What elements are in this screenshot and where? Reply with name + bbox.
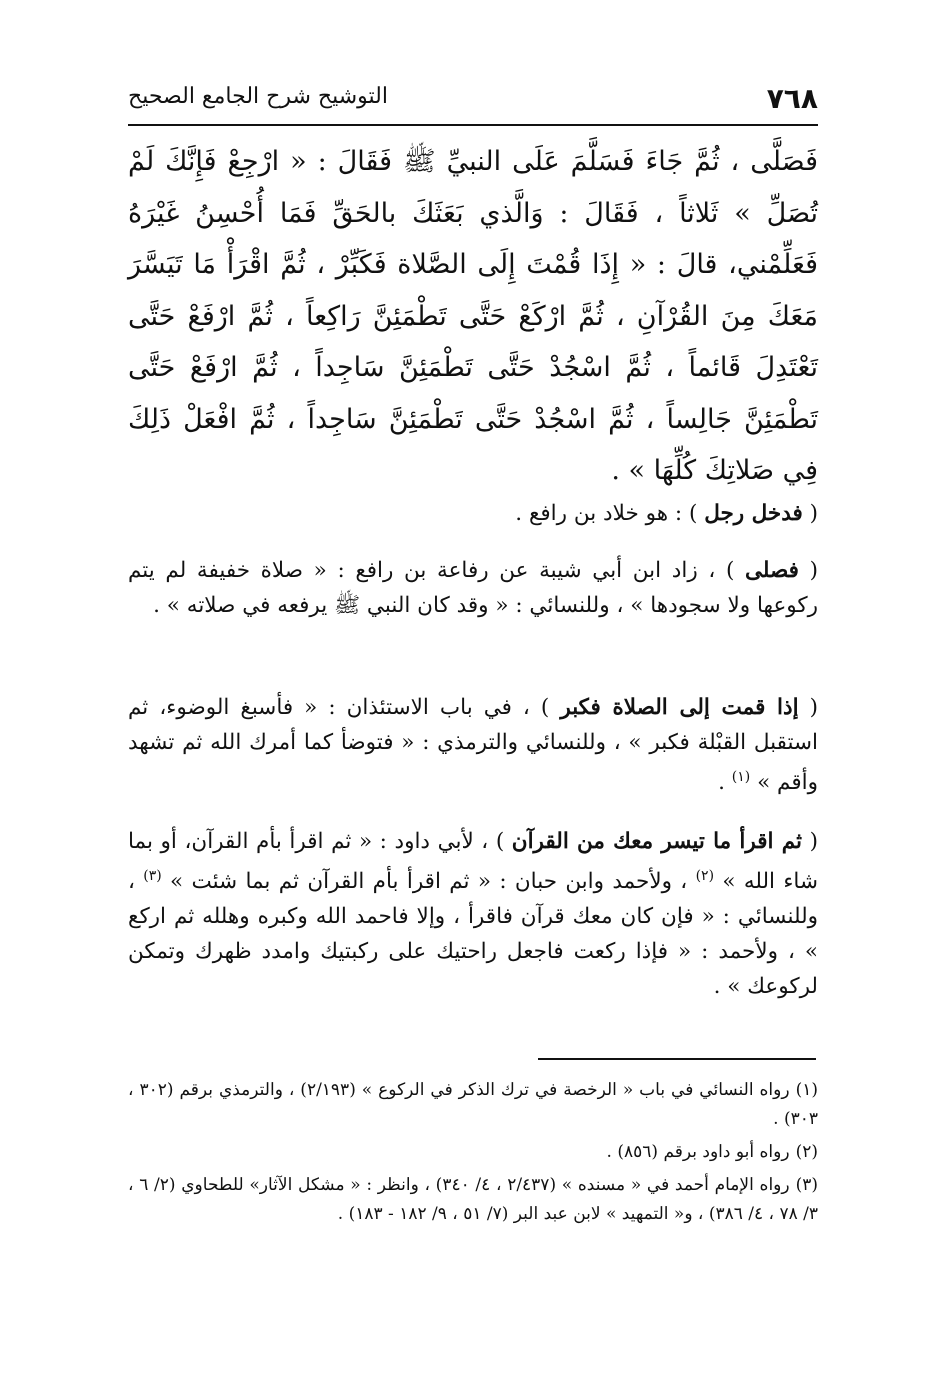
- footnote-number: (٣): [795, 1175, 819, 1195]
- footnote-text: رواه الإمام أحمد في « مسنده » (٢/٤٣٧ ، ٤/ ٣٤٠) ، وانظر : « مشكل الآثار» للطحاوي (٢/ ٦ ، ٣/ ٧٨ ، ٤/ ٣٨٦) ، و« التمهيد » لابن عبد البر (٧/ ٥١ ، ٩/ ١٨٢ - ١٨٣) .: [128, 1175, 818, 1224]
- lemma: فدخل رجل: [704, 501, 803, 526]
- commentary-4: ( ثم اقرأ ما تيسر معك من القرآن ) ، لأبي داود : « ثم اقرأ بأم القرآن، أو بما شاء الله » $^{(٢)}$ ، ولأحمد وابن حبان : « ثم اقرأ بأم القرآن ثم بما شئت » $^{(٣)}$ ، وللنسائي : « فإن كان معك قرآن فاقرأ ، وإلا فاحمد الله وكبره وهلله ثم اركع » ، ولأحمد : « فإذا ركعت فاجعل راحتيك على ركبتيك وامدد ظهرك وتمكن لركوعك » .: [128, 829, 818, 1000]
- page-number: ٧٦٨: [766, 82, 818, 115]
- footnote-number: (٢): [795, 1142, 818, 1162]
- commentary-text: : هو خلاد بن رافع .: [515, 501, 689, 526]
- commentary-3: ( إذا قمت إلى الصلاة فكبر ) ، في باب الاستئذان : « فأسبغ الوضوء، ثم استقبل القبْلة فكبر » ، وللنسائي والترمذي : « فتوضأ كما أمرك الله ثم تشهد وأقم » $^{(١)}$ .: [128, 695, 818, 796]
- commentary-text: ، ولأحمد وابن حبان : « ثم اقرأ بأم القرآن ثم بما شئت »: [161, 869, 696, 895]
- commentary-1: ( فدخل رجل ) : هو خلاد بن رافع .: [515, 501, 818, 526]
- page-header: [128, 80, 818, 126]
- footnote-text: رواه النسائي في باب « الرخصة في ترك الذكر في الركوع » (٢/١٩٣) ، والترمذي برقم (٣٠٢ ، ٣٠٣) .: [128, 1080, 818, 1129]
- commentary-text: ، لأبي داود : « ثم اقرأ بأم القرآن، أو بما شاء الله »: [128, 829, 818, 895]
- commentary-text: ، وللنسائي : « فإن كان معك قرآن فاقرأ ، وإلا فاحمد الله وكبره وهلله ثم اركع » ، ولأحمد : « فإذا ركعت فاجعل راحتيك على ركبتيك وامدد ظهرك وتمكن لركوعك » .: [128, 869, 818, 1000]
- running-title: التوشيح شرح الجامع الصحيح: [128, 84, 388, 109]
- footnotes: [128, 1076, 818, 1233]
- footnote: [128, 1138, 818, 1167]
- footnote-ref: (٣): [143, 868, 162, 884]
- hadith-text: [128, 136, 818, 497]
- footnote-text: رواه أبو داود برقم (٨٥٦) .: [606, 1142, 790, 1162]
- lemma: فصلى: [744, 558, 799, 583]
- footnote-number: (١): [795, 1080, 818, 1100]
- commentary-text: ، في باب الاستئذان : « فأسبغ الوضوء، ثم استقبل القبْلة فكبر » ، وللنسائي والترمذي : « فتوضأ كما أمرك الله ثم تشهد وأقم »: [128, 695, 818, 796]
- footnote: [128, 1171, 818, 1229]
- lemma: إذا قمت إلى الصلاة فكبر: [560, 695, 799, 720]
- commentary-text: ، زاد ابن أبي شيبة عن رفاعة بن رافع : « صلاة خفيفة لم يتم ركوعها ولا سجودها » ، وللنسائي : « وقد كان النبي ﷺ يرفعه في صلاته » .: [128, 558, 818, 618]
- hadith-paragraph: فَصَلَّى ، ثُمَّ جَاءَ فَسَلَّمَ عَلَى النبيِّ ﷺ فَقَالَ : « ارْجِعْ فَإِنَّكَ لَمْ تُصَلِّ » ثَلاثاً ، فَقَالَ : وَالَّذي بَعَثَكَ بالحَقِّ فَمَا أُحْسِنُ غَيْرَهُ فَعَلِّمْني، قالَ : « إِذَا قُمْتَ إِلَى الصَّلاة فَكَبِّرْ ، ثُمَّ اقْرَأْ مَا تَيَسَّرَ مَعَكَ مِنَ القُرْآنِ ، ثُمَّ ارْكَعْ حَتَّى تَطْمَئِنَّ رَاكِعاً ، ثُمَّ ارْفَعْ حَتَّى تَعْتَدِلَ قَائماً ، ثُمَّ اسْجُدْ حَتَّى تَطْمَئِنَّ سَاجِداً ، ثُمَّ ارْفَعْ حَتَّى تَطْمَئِنَّ جَالِساً ، ثُمَّ اسْجُدْ حَتَّى تَطْمَئِنَّ سَاجِداً ، ثُمَّ افْعَلْ ذَلِكَ فِي صَلاتِكَ كُلِّهَا » .: [128, 146, 819, 486]
- footnote-ref: (١): [731, 769, 751, 785]
- lemma: ثم اقرأ ما تيسر معك من القرآن: [511, 829, 803, 854]
- footnote-divider: [538, 1058, 816, 1060]
- footnote-ref: (٢): [695, 868, 715, 884]
- footnote: [128, 1076, 818, 1134]
- commentary-2: ( فصلى ) ، زاد ابن أبي شيبة عن رفاعة بن رافع : « صلاة خفيفة لم يتم ركوعها ولا سجودها » ، وللنسائي : « وقد كان النبي ﷺ يرفعه في صلاته » .: [128, 558, 818, 618]
